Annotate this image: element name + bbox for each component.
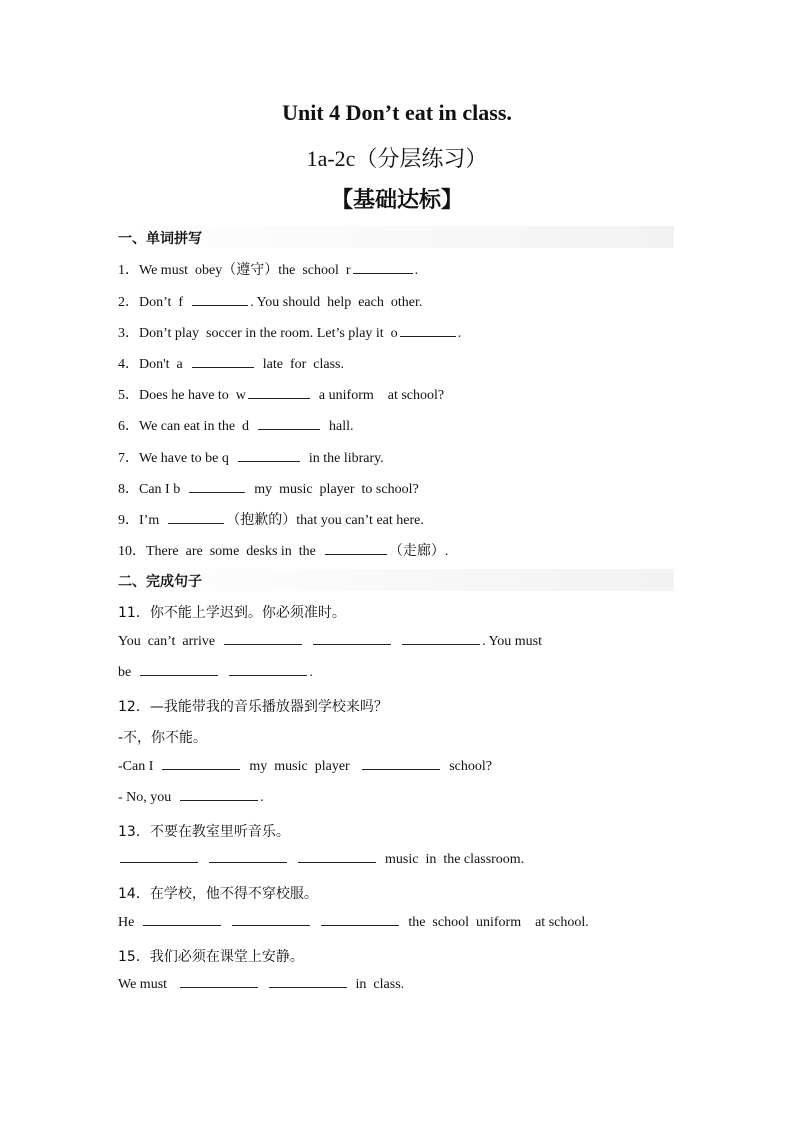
question-7 [118, 447, 384, 467]
answer-blank[interactable] [325, 553, 387, 555]
question-text: the school uniform at school. [408, 915, 589, 930]
question-text: 9．I’m [118, 513, 167, 528]
answer-blank[interactable] [224, 643, 302, 645]
question-text: He [118, 915, 135, 930]
question-text: （走廊）. [388, 544, 449, 559]
question-text: 6．We can eat in the d [118, 419, 257, 434]
question-text: school? [449, 759, 492, 774]
question-text: music in the classroom. [385, 852, 525, 867]
question-text: hall. [322, 419, 354, 434]
answer-blank[interactable] [248, 397, 310, 399]
question-text: . You should help each other. [250, 295, 423, 310]
answer-blank[interactable] [229, 674, 307, 676]
question-text: 4．Don't a [118, 357, 190, 372]
question-text: 2．Don’t f [118, 295, 191, 310]
question-text: . [309, 665, 313, 680]
answer-blank[interactable] [258, 428, 320, 430]
question-6 [118, 415, 354, 435]
question-text: a uniform at school? [311, 388, 445, 403]
answer-blank[interactable] [269, 986, 347, 988]
question-text: . [457, 326, 462, 341]
question-text: . [414, 263, 419, 278]
question-11-answer-line [118, 634, 542, 650]
question-11-prompt: 11．你不能上学迟到。你必须准时。 [118, 605, 346, 621]
answer-blank[interactable] [321, 924, 399, 926]
question-13-answer-line [118, 852, 524, 868]
answer-blank[interactable] [192, 304, 248, 306]
answer-blank[interactable] [362, 768, 440, 770]
question-text: We must [118, 977, 168, 992]
question-15-answer-line [118, 977, 404, 993]
section-heading-spelling: 一、单词拼写 [118, 231, 202, 247]
question-text: 3．Don’t play soccer in the room. Let’s play it o [118, 326, 398, 341]
answer-blank[interactable] [209, 861, 287, 863]
question-text: . [260, 790, 264, 805]
question-text: late for class. [255, 357, 344, 372]
answer-blank[interactable] [298, 861, 376, 863]
question-text: 1．We must obey（遵守）the school r [118, 263, 351, 278]
question-15-prompt: 15．我们必须在课堂上安静。 [118, 949, 304, 965]
page-title: Unit 4 Don’t eat in class. [282, 100, 512, 125]
question-9 [118, 509, 424, 529]
answer-blank[interactable] [313, 643, 391, 645]
question-text: （抱歉的）that you can’t eat here. [226, 513, 424, 528]
question-text: be [118, 665, 132, 680]
question-4 [118, 353, 344, 373]
question-text: -Can I [118, 759, 154, 774]
page-subtitle: 1a-2c（分层练习） [306, 146, 488, 171]
question-text: 5．Does he have to w [118, 388, 246, 403]
question-14-prompt: 14．在学校，他不得不穿校服。 [118, 886, 318, 902]
question-10 [118, 540, 448, 560]
question-13-prompt: 13．不要在教室里听音乐。 [118, 824, 290, 840]
answer-blank[interactable] [402, 643, 480, 645]
answer-blank[interactable] [162, 768, 240, 770]
question-12-prompt: 12．—我能带我的音乐播放器到学校来吗？ [118, 699, 388, 715]
question-12-reply: -不，你不能。 [118, 730, 208, 746]
question-12-answer-line-2 [118, 790, 264, 806]
level-heading: 【基础达标】 [330, 187, 463, 212]
question-text: in class. [355, 977, 405, 992]
question-1 [118, 259, 418, 279]
answer-blank[interactable] [189, 491, 245, 493]
question-14-answer-line [118, 915, 589, 931]
answer-blank[interactable] [353, 272, 413, 274]
question-11-answer-line-2 [118, 665, 313, 681]
section-heading-sentences: 二、完成句子 [118, 574, 202, 590]
answer-blank[interactable] [120, 861, 198, 863]
answer-blank[interactable] [238, 460, 300, 462]
question-text: 10．There are some desks in the [118, 544, 323, 559]
question-text: You can’t arrive [118, 634, 216, 649]
answer-blank[interactable] [180, 986, 258, 988]
question-text: . You must [482, 634, 542, 649]
answer-blank[interactable] [232, 924, 310, 926]
question-2 [118, 291, 422, 311]
answer-blank[interactable] [400, 335, 456, 337]
question-text: 8．Can I b [118, 482, 188, 497]
answer-blank[interactable] [143, 924, 221, 926]
question-text: my music player to school? [247, 482, 419, 497]
answer-blank[interactable] [192, 366, 254, 368]
question-text: in the library. [301, 451, 384, 466]
question-8 [118, 478, 419, 498]
answer-blank[interactable] [140, 674, 218, 676]
answer-blank[interactable] [168, 522, 224, 524]
question-text: - No, you [118, 790, 172, 805]
question-12-answer-line [118, 759, 492, 775]
answer-blank[interactable] [180, 799, 258, 801]
question-3 [118, 322, 461, 342]
question-text: my music player [249, 759, 350, 774]
question-5 [118, 384, 444, 404]
question-text: 7．We have to be q [118, 451, 236, 466]
